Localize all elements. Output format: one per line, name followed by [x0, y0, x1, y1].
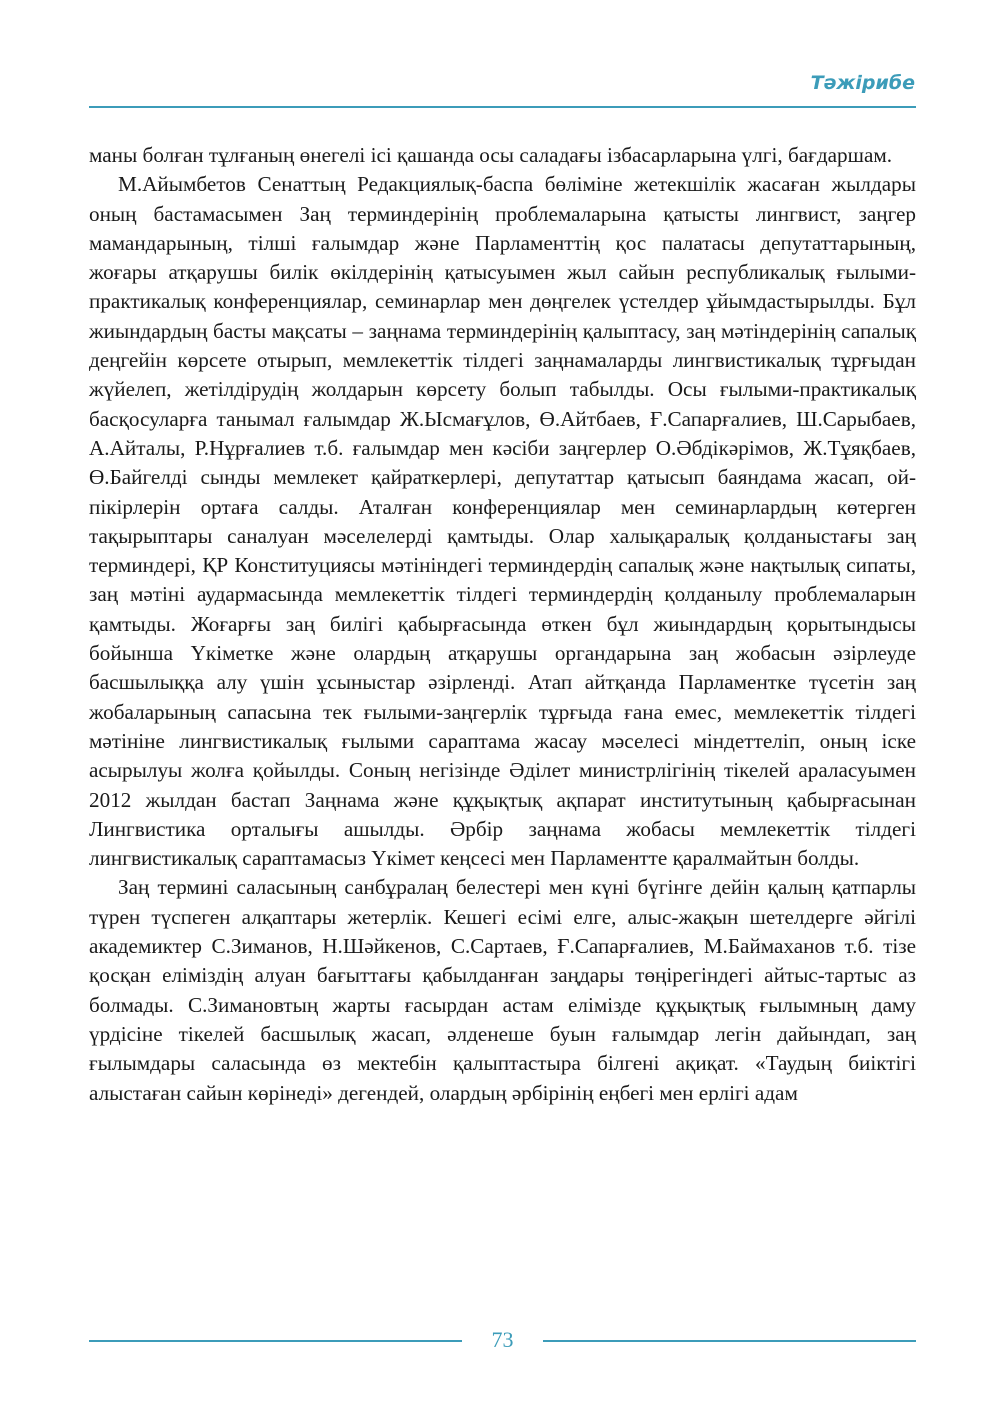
paragraph-continued: маны болған тұлғаның өнегелі ісі қашанда осы саладағы ізбасарларына үлгі, бағдаршам. [89, 143, 893, 167]
section-title: Тәжірибе [810, 72, 915, 94]
footer-divider-left [89, 1340, 462, 1342]
header-divider [89, 106, 916, 108]
paragraph: Заң термині саласының санбұралаң белестері мен күні бүгінге дейін қалың қатпарлы түрен түспеген алқаптары жетерлік. Кешегі есімі елге, алыс-жақын шетелдерге әйгілі академиктер С.Зиманов, Н.Шәйкенов, С.Сартаев, Ғ.Сапарғалиев, М.Баймаханов т.б. тізе қосқан еліміздің алуан бағыттағы қабылданған заңдары төңірегіндегі айтыс-тартыс аз болмады. С.Зимановтың жарты ғасырдан астам елімізде құқықтық ғылымның даму үрдісіне тікелей басшылық жасап, әлденеше буын ғалымдар легін дайындап, заң ғылымдары саласында өз мектебін қалыптастыра білгені ақиқат. «Таудың биіктігі алыстаған сайын көрінеді» дегендей, олардың әрбірінің еңбегі мен ерлігі адам [89, 875, 916, 1105]
paragraph: М.Айымбетов Сенаттың Редакциялық-баспа бөліміне жетекшілік жасаған жылдары оның бастамасымен Заң терминдерінің проблемаларына қатысты лингвист, заңгер мамандарының, тілші ғалымдар және Парламенттің қос палатасы депутаттарының, жоғары атқарушы билік өкілдерінің қатысуымен жыл сайын республикалық ғылыми-практикалық конференциялар, семинарлар мен дөңгелек үстелдер ұйымдастырылды. Бұл жиындардың басты мақсаты – заңнама терминдерінің қалыптасу, заң мәтіндерінің сапалық деңгейін көрсете отырып, мемлекеттік тілдегі заңнамаларды лингвистикалық тұрғыдан жүйелеп, жетілдірудің жолдарын көрсету болып табылды. Осы ғылыми-практикалық басқосуларға танымал ғалымдар Ж.Ысмағұлов, Ө.Айтбаев, Ғ.Сапарғалиев, Ш.Сарыбаев, А.Айталы, Р.Нұрғалиев т.б. ғалымдар мен кәсіби заңгерлер О.Әбдікәрімов, Ж.Тұяқбаев, Ө.Байгелді сынды мемлекет қайраткерлері, депутаттар қатысып баяндама жасап, ой-пікірлерін ортаға салды. Аталған конференциялар мен семинарлардың көтерген тақырыптары саналуан мәселелерді қамтыды. Олар халықаралық қолданыстағы заң терминдері, ҚР Конституциясы мәтініндегі терминдердің сапалық және нақтылық сипаты, заң мәтіні аудармасында мемлекеттік тілдегі терминдердің қолданылу проблемаларын қамтыды. Жоғарғы заң билігі қабырғасында өткен бұл жиындардың қорытындысы бойынша Үкіметке және олардың атқарушы органдарына заң жобасын әзірлеуде басшылыққа алу үшін ұсыныстар әзірленді. Атап айтқанда Парламентке түсетін заң жобаларының сапасына тек ғылыми-заңгерлік тұрғыда ғана емес, мемлекеттік тілдегі мәтініне лингвистикалық ғылыми сараптама жасау мәселесі міндеттеліп, оның іске асырылуы жолға қойылды. Соның негізінде Әділет министрлігінің тікелей араласуымен 2012 жылдан бастап Заңнама және құқықтық ақпарат институтының қабырғасынан Лингвистика орталығы ашылды. Әрбір заңнама жобасы мемлекеттік тілдегі лингвистикалық сараптамасыз Үкімет кеңсесі мен Парламентте қаралмайтын болды. [89, 172, 916, 871]
body-text [89, 141, 916, 1108]
page-number: 73 [491, 1327, 514, 1352]
footer-divider-right [543, 1340, 916, 1342]
